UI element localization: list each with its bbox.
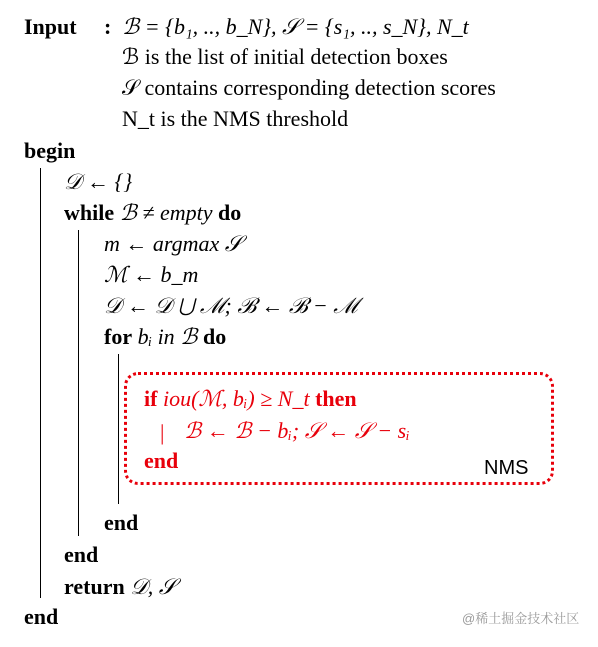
if-keyword: if [144,386,158,411]
for-block-bar [118,354,119,504]
final-end-keyword: end [24,604,59,629]
then-keyword: then [315,386,357,411]
for-end-keyword: end [104,510,139,535]
for-line [104,324,226,350]
input-desc-threshold: N_t is the NMS threshold [122,106,349,131]
if-block-bar: | [160,420,165,445]
if-condition: iou(ℳ, bᵢ) ≥ N_t [162,386,310,411]
nms-label: NMS [484,457,529,479]
while-keyword: while [64,200,115,225]
begin-block-bar [40,168,41,598]
input-desc-scores: 𝒮 contains corresponding detection scores [122,75,496,100]
input-label: Input [24,14,77,39]
while-block-bar [78,230,79,536]
while-do-keyword: do [218,200,242,225]
line-argmax: m ← argmax 𝒮 [104,231,242,256]
line-update-sets: 𝒟 ← 𝒟 ⋃ ℳ; ℬ ← ℬ − ℳ [104,293,358,318]
line-d-init: 𝒟 ← {} [64,169,133,194]
watermark: @稀土掘金技术社区 [462,611,580,626]
while-end-keyword: end [64,542,99,567]
return-line [64,574,176,600]
line-select-box: ℳ ← b_m [104,262,199,287]
return-keyword: return [64,574,125,599]
for-keyword: for [104,324,133,349]
input-colon: : [104,14,112,39]
for-do-keyword: do [202,324,227,349]
begin-keyword: begin [24,138,76,163]
if-end-keyword: end [144,448,179,473]
input-sets: ℬ = {b₁, .., b_N}, 𝒮 = {s₁, .., s_N}, N_t [122,14,469,39]
while-condition: ℬ ≠ empty [119,200,213,225]
input-desc-boxes: ℬ is the list of initial detection boxes [122,44,448,69]
while-line [64,200,241,226]
if-body: ℬ ← ℬ − bᵢ; 𝒮 ← 𝒮 − sᵢ [184,418,410,443]
if-line [144,386,357,412]
for-condition: bᵢ in ℬ [137,324,198,349]
return-values: 𝒟, 𝒮 [130,574,176,599]
